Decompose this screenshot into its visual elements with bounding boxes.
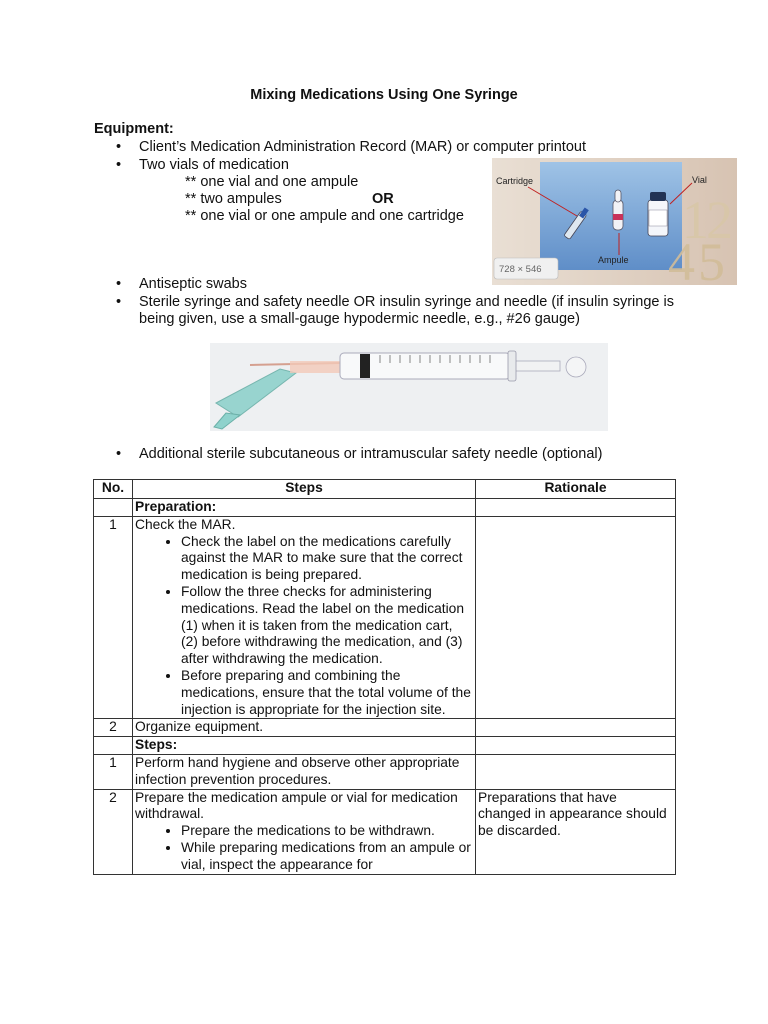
table-row (94, 789, 676, 874)
syringe-image (210, 343, 608, 431)
header-rationale: Rationale (476, 480, 676, 499)
bullet-dot: • (116, 157, 122, 173)
list-item: • Follow the three checks for administering medications. Read the label on the medication (1) when it is taken from the medication cart, (2) before withdrawing the medication, and (3) after withdrawing the medication. (181, 584, 473, 668)
bullet-dot: • (116, 139, 122, 155)
label-ampule: Ampule (598, 255, 629, 265)
equipment-item-mar: Client’s Medication Administration Record (MAR) or computer printout (139, 139, 586, 155)
bg-digit: 1 (682, 190, 709, 250)
sub-list (135, 534, 473, 719)
step-text: Perform hand hygiene and observe other appropriate infection prevention procedures. (133, 754, 476, 789)
table-row (94, 754, 676, 789)
bg-digit: 4 (668, 232, 695, 285)
step-text: Organize equipment. (133, 719, 476, 737)
list-item: • Check the label on the medications carefully against the MAR to make sure that the correct medication is being prepared. (181, 534, 473, 584)
table-row (94, 719, 676, 737)
list-item: • While preparing medications from an ampule or vial, inspect the appearance for (181, 840, 473, 874)
step-cell (133, 516, 476, 719)
section-steps: Steps: (133, 737, 476, 755)
list-item: • Before preparing and combining the medications, ensure that the total volume of the injection is appropriate for the injection site. (181, 668, 473, 718)
vial-option-3: ** one vial or one ampule and one cartridge (185, 208, 464, 224)
label-cartridge: Cartridge (496, 176, 534, 186)
vial-ampule-cartridge-image (492, 158, 737, 285)
header-no: No. (94, 480, 133, 499)
row-number: 1 (94, 754, 133, 789)
table-header-row (94, 480, 676, 499)
table-row (94, 516, 676, 719)
list-item: • Prepare the medications to be withdrawn. (181, 823, 473, 840)
table-row (94, 499, 676, 517)
equipment-heading: Equipment: (94, 121, 174, 137)
row-number: 1 (94, 516, 133, 719)
header-steps: Steps (133, 480, 476, 499)
equipment-item-syringe: Sterile syringe and safety needle OR insulin syringe and needle (if insulin syringe is being given, use a small-gauge hypodermic needle, e.g., #26 gauge) (139, 294, 674, 327)
equipment-item-swabs: Antiseptic swabs (139, 276, 247, 292)
section-preparation: Preparation: (133, 499, 476, 517)
equipment-item-extra-needle: Additional sterile subcutaneous or intramuscular safety needle (optional) (139, 446, 603, 462)
vial-option-2: ** two ampules (185, 191, 282, 207)
bg-digit: 2 (706, 190, 733, 250)
sub-list (135, 823, 473, 873)
table-row (94, 737, 676, 755)
bg-digit: 5 (698, 232, 725, 285)
step-text: Prepare the medication ampule or vial for medication withdrawal. (135, 789, 458, 822)
equipment-item-vials: Two vials of medication (139, 157, 289, 173)
row-number: 2 (94, 789, 133, 874)
step-cell (133, 789, 476, 874)
image-size-badge: 728 × 546 (499, 264, 542, 275)
row-number: 2 (94, 719, 133, 737)
bullet-dot: • (116, 276, 122, 292)
vial-shape (648, 192, 668, 236)
or-label: OR (372, 191, 394, 207)
document-title: Mixing Medications Using One Syringe (250, 87, 518, 103)
step-text: Check the MAR. (135, 516, 236, 532)
rationale-cell: Preparations that have changed in appearance should be discarded. (476, 789, 676, 874)
bullet-dot: • (116, 446, 122, 462)
label-vial: Vial (692, 175, 707, 185)
procedure-table (93, 479, 676, 875)
vial-option-1: ** one vial and one ampule (185, 174, 359, 190)
bullet-dot: • (116, 294, 122, 310)
